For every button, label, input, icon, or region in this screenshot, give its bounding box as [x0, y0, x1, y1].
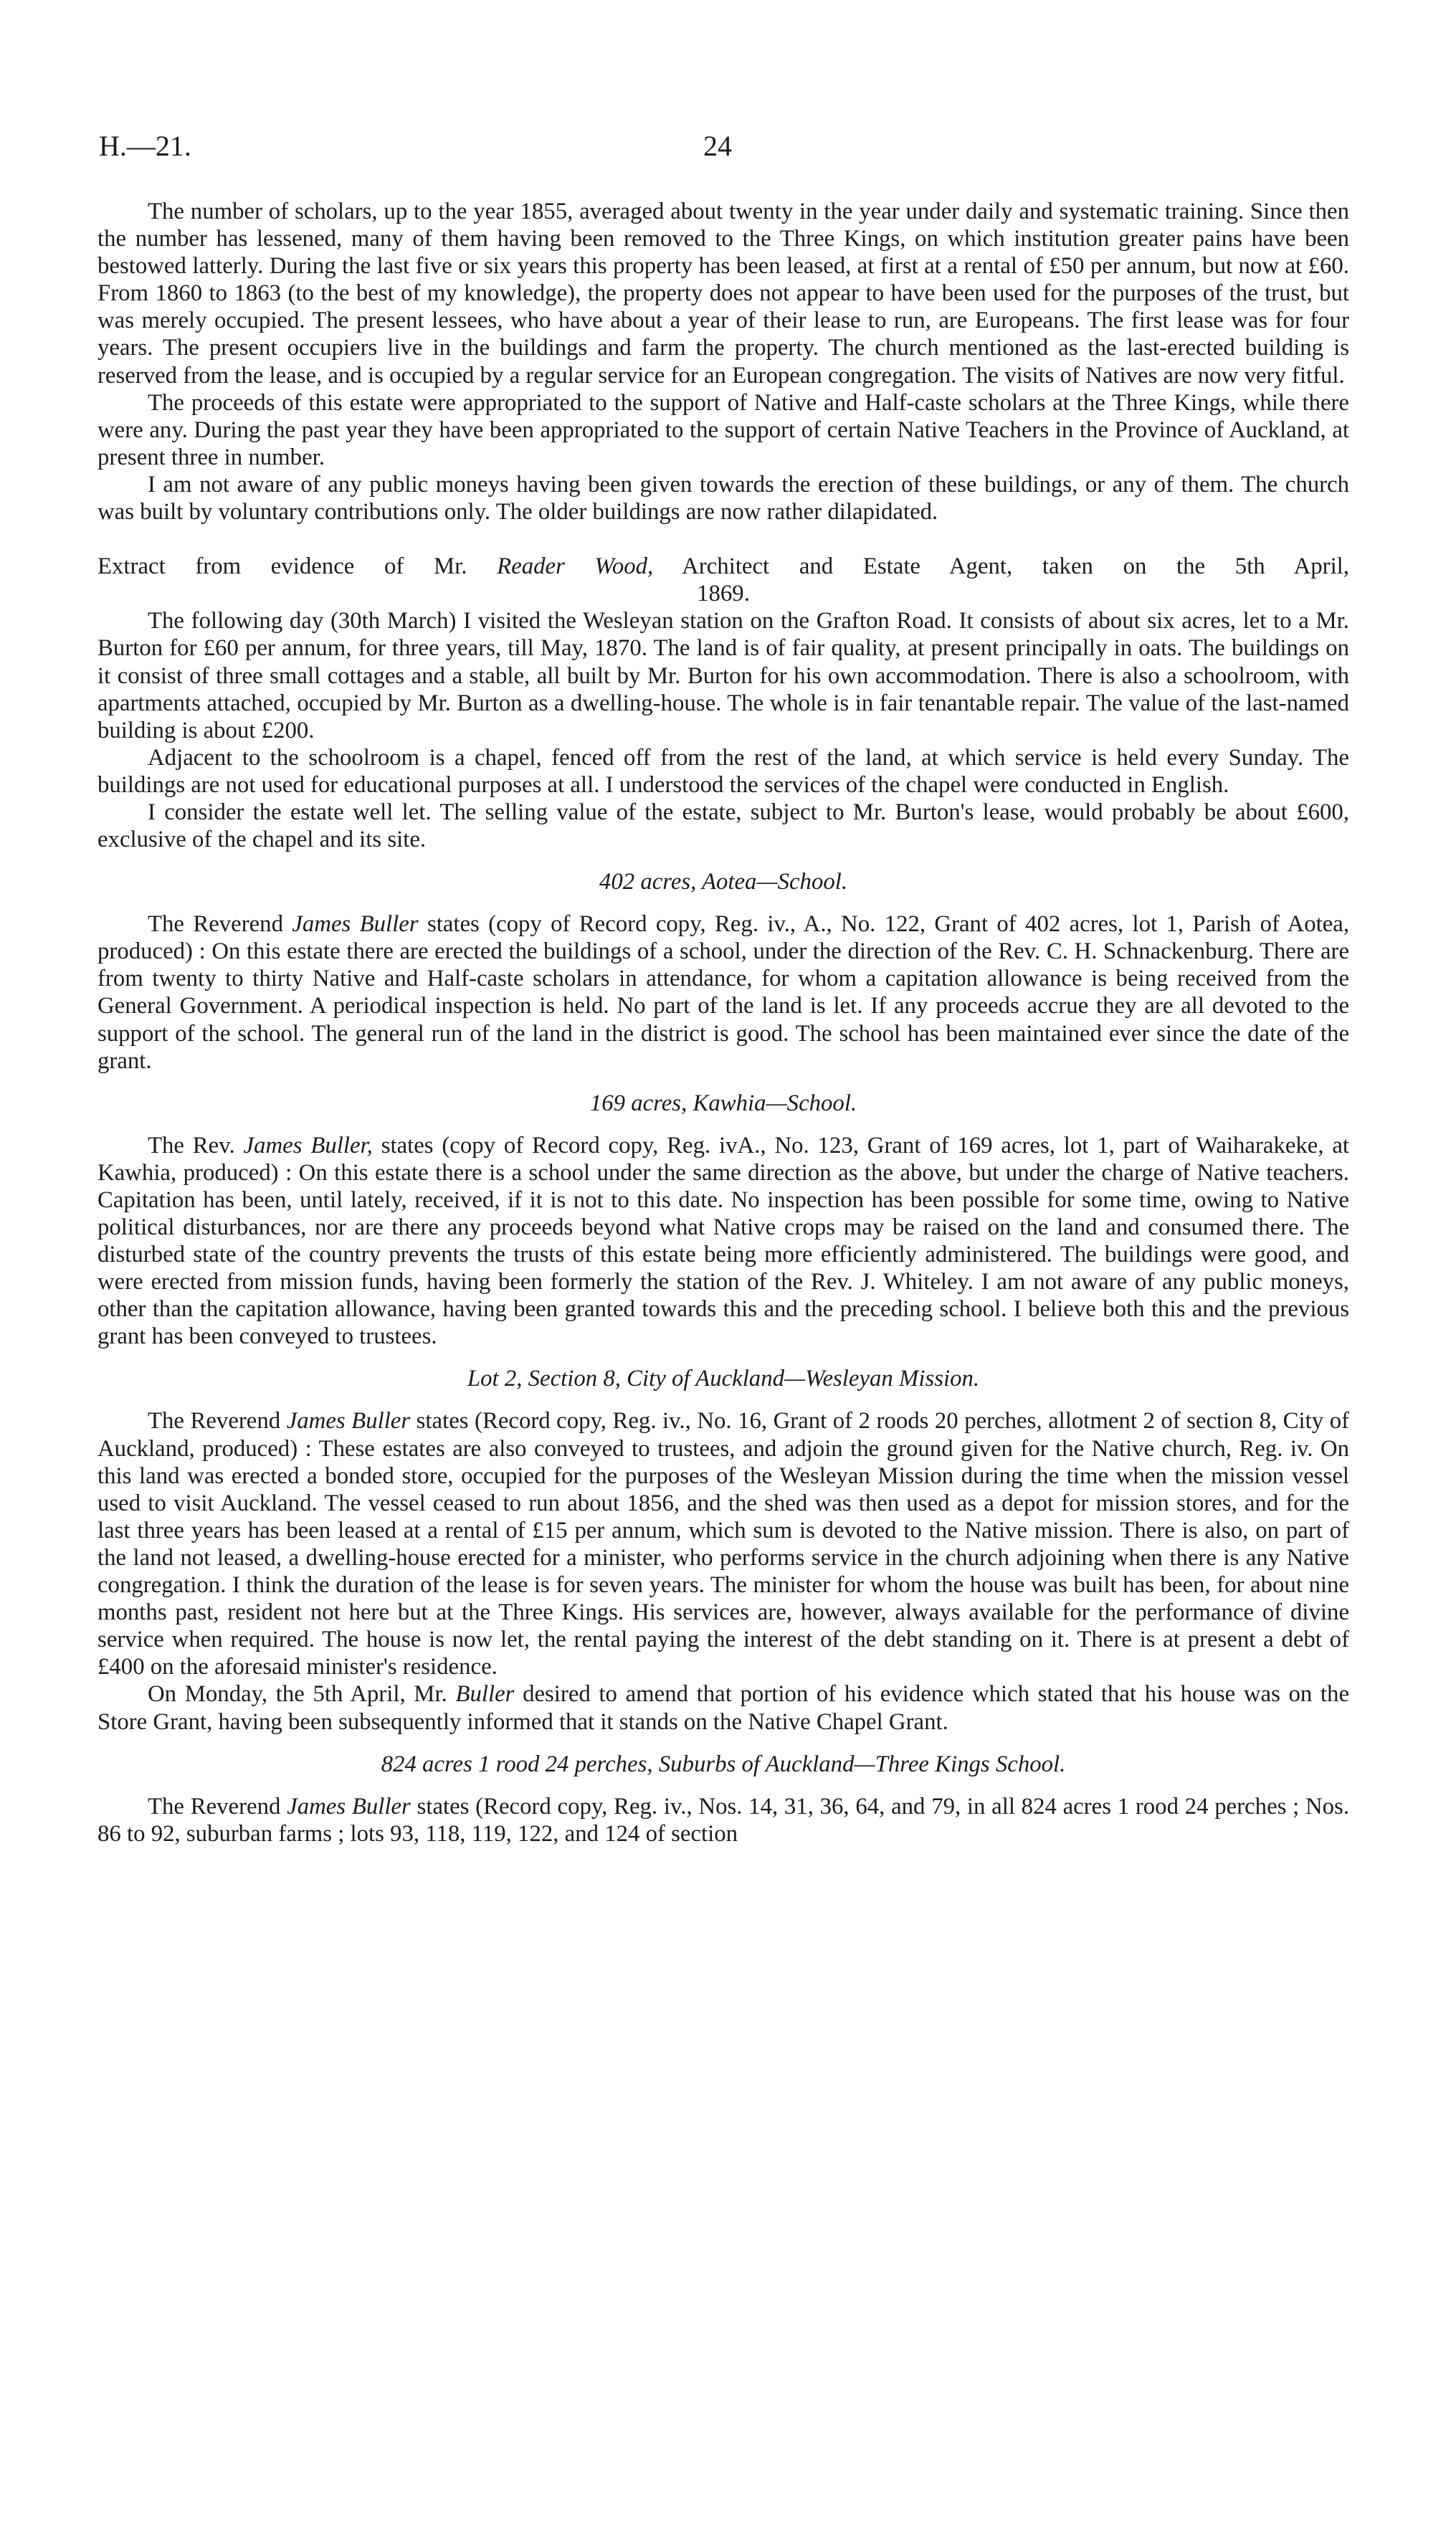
paragraph: The Rev. James Buller, states (copy of Record copy, Reg. ivA., No. 123, Grant of 169 acres, lot 1, part of Waiharakeke, at Kawhia, produced) : On this estate there is a school under the same direction as the above, but under the charge of Native teachers. Capitation has been, until lately, received, if it is not to this date. No inspection has been possible for some time, owing to Native political disturbances, nor are there any proceeds beyond what Native crops may be raised on the land and consumed there. The disturbed state of the country prevents the trusts of this estate being more efficiently administered. The buildings were good, and were erected from mission funds, having been formerly the station of the Rev. J. Whiteley. I am not aware of any public moneys, other than the capitation allowance, having been granted towards this and the preceding school. I believe both this and the previous grant has been conveyed to trustees.: [97, 1132, 1350, 1350]
section-heading-kawhia: 169 acres, Kawhia—School.: [589, 1090, 857, 1116]
extract-year: 1869.: [697, 581, 750, 607]
paragraph: I consider the estate well let. The selling value of the estate, subject to Mr. Burton's lease, would probably be about £600, exclusive of the chapel and its site.: [97, 799, 1349, 853]
section-heading-aotea: 402 acres, Aotea—School.: [599, 869, 848, 895]
evidence-extract-heading: [97, 553, 1349, 607]
section-heading-three-kings: 824 acres 1 rood 24 perches, Suburbs of Auckland—Three Kings School.: [381, 1751, 1066, 1777]
paragraph: The Reverend James Buller states (copy of Record copy, Reg. iv., A., No. 122, Grant of 402 acres, lot 1, Parish of Aotea, produced) : On this estate there are erected the buildings of a school, under the direction of the Rev. C. H. Schnackenburg. There are from twenty to thirty Native and Half-caste scholars in attendance, for whom a capitation allowance is being received from the General Government. A periodical inspection is held. No part of the land is let. If any proceeds accrue they are all devoted to the support of the school. The general run of the land in the district is good. The school has been maintained ever since the date of the grant.: [97, 911, 1350, 1074]
person-name: James Buller,: [243, 1132, 373, 1159]
page-header: [99, 129, 1349, 172]
paragraph: I am not aware of any public moneys having been given towards the erection of these buildings, or any of them. The church was built by voluntary contributions only. The older buildings are now rather dilapidated.: [97, 471, 1349, 525]
person-name: Buller: [455, 1681, 515, 1708]
paragraph: The following day (30th March) I visited the Wesleyan station on the Grafton Road. It consists of about six acres, let to a Mr. Burton for £60 per annum, for three years, till May, 1870. The land is of fair quality, at present principally in oats. The buildings on it consist of three small cottages and a stable, all built by Mr. Burton for his own accommodation. There is also a schoolroom, with apartments attached, occupied by Mr. Burton as a dwelling-house. The whole is in fair tenantable repair. The value of the last-named building is about £200.: [97, 608, 1349, 743]
page-number: 24: [703, 130, 732, 162]
extract-line: Extract from evidence of Mr. Reader Wood, Architect and Estate Agent, taken on the 5th April,: [97, 553, 1349, 580]
paragraph: The Reverend James Buller states (Record copy, Reg. iv., Nos. 14, 31, 36, 64, and 79, in all 824 acres 1 rood 24 perches ; Nos. 86 to 92, suburban farms ; lots 93, 118, 119, 122, and 124 of section: [97, 1793, 1350, 1847]
person-name: James Buller: [287, 1793, 411, 1820]
paragraph: The number of scholars, up to the year 1855, averaged about twenty in the year under daily and systematic training. Since then the number has lessened, many of them having been removed to the Three Kings, on which institution greater pains have been bestowed latterly. During the last five or six years this property has been leased, at first at a rental of £50 per annum, but now at £60. From 1860 to 1863 (to the best of my knowledge), the property does not appear to have been used for the purposes of the trust, but was merely occupied. The present lessees, who have about a year of their lease to run, are Europeans. The first lease was for four years. The present occupiers live in the buildings and farm the property. The church mentioned as the last-erected building is reserved from the lease, and is occupied by a regular service for an European congregation. The visits of Natives are now very fitful.: [97, 199, 1349, 389]
section-heading-lot2: Lot 2, Section 8, City of Auckland—Wesleyan Mission.: [467, 1366, 980, 1392]
document-reference: H.—21.: [99, 130, 191, 162]
paragraph: Adjacent to the schoolroom is a chapel, fenced off from the rest of the land, at which service is held every Sunday. The buildings are not used for educational purposes at all. I understood the services of the chapel were conducted in English.: [97, 744, 1349, 798]
paragraph: The Reverend James Buller states (Record copy, Reg. iv., No. 16, Grant of 2 roods 20 perches, allotment 2 of section 8, City of Auckland, produced) : These estates are also conveyed to trustees, and adjoin the ground given for the Native church, Reg. iv. On this land was erected a bonded store, occupied for the purposes of the Wesleyan Mission during the time when the mission vessel used to visit Auckland. The vessel ceased to run about 1856, and the shed was then used as a depot for mission stores, and for the last three years has been leased at a rental of £15 per annum, which sum is devoted to the Native mission. There is also, on part of the land not leased, a dwelling-house erected for a minister, who performs service in the church adjoining when there is any Native congregation. I think the duration of the lease is for seven years. The minister for whom the house was built has been, for about nine months past, resident not here but at the Three Kings. His services are, however, always available for the performance of divine service when required. The house is now let, the rental paying the interest of the debt standing on it. There is at present a debt of £400 on the aforesaid minister's residence.: [97, 1408, 1350, 1680]
person-name: James Buller: [286, 1408, 411, 1435]
page-body: [97, 198, 1349, 1847]
person-name: James Buller: [292, 911, 419, 938]
paragraph: The proceeds of this estate were appropriated to the support of Native and Half-caste scholars at the Three Kings, while there were any. During the past year they have been appropriated to the support of certain Native Teachers in the Province of Auckland, at present three in number.: [97, 389, 1349, 470]
paragraph: On Monday, the 5th April, Mr. Buller desired to amend that portion of his evidence which stated that his house was on the Store Grant, having been subsequently informed that it stands on the Native Chapel Grant.: [97, 1681, 1349, 1735]
witness-name: Reader Wood,: [497, 553, 654, 580]
